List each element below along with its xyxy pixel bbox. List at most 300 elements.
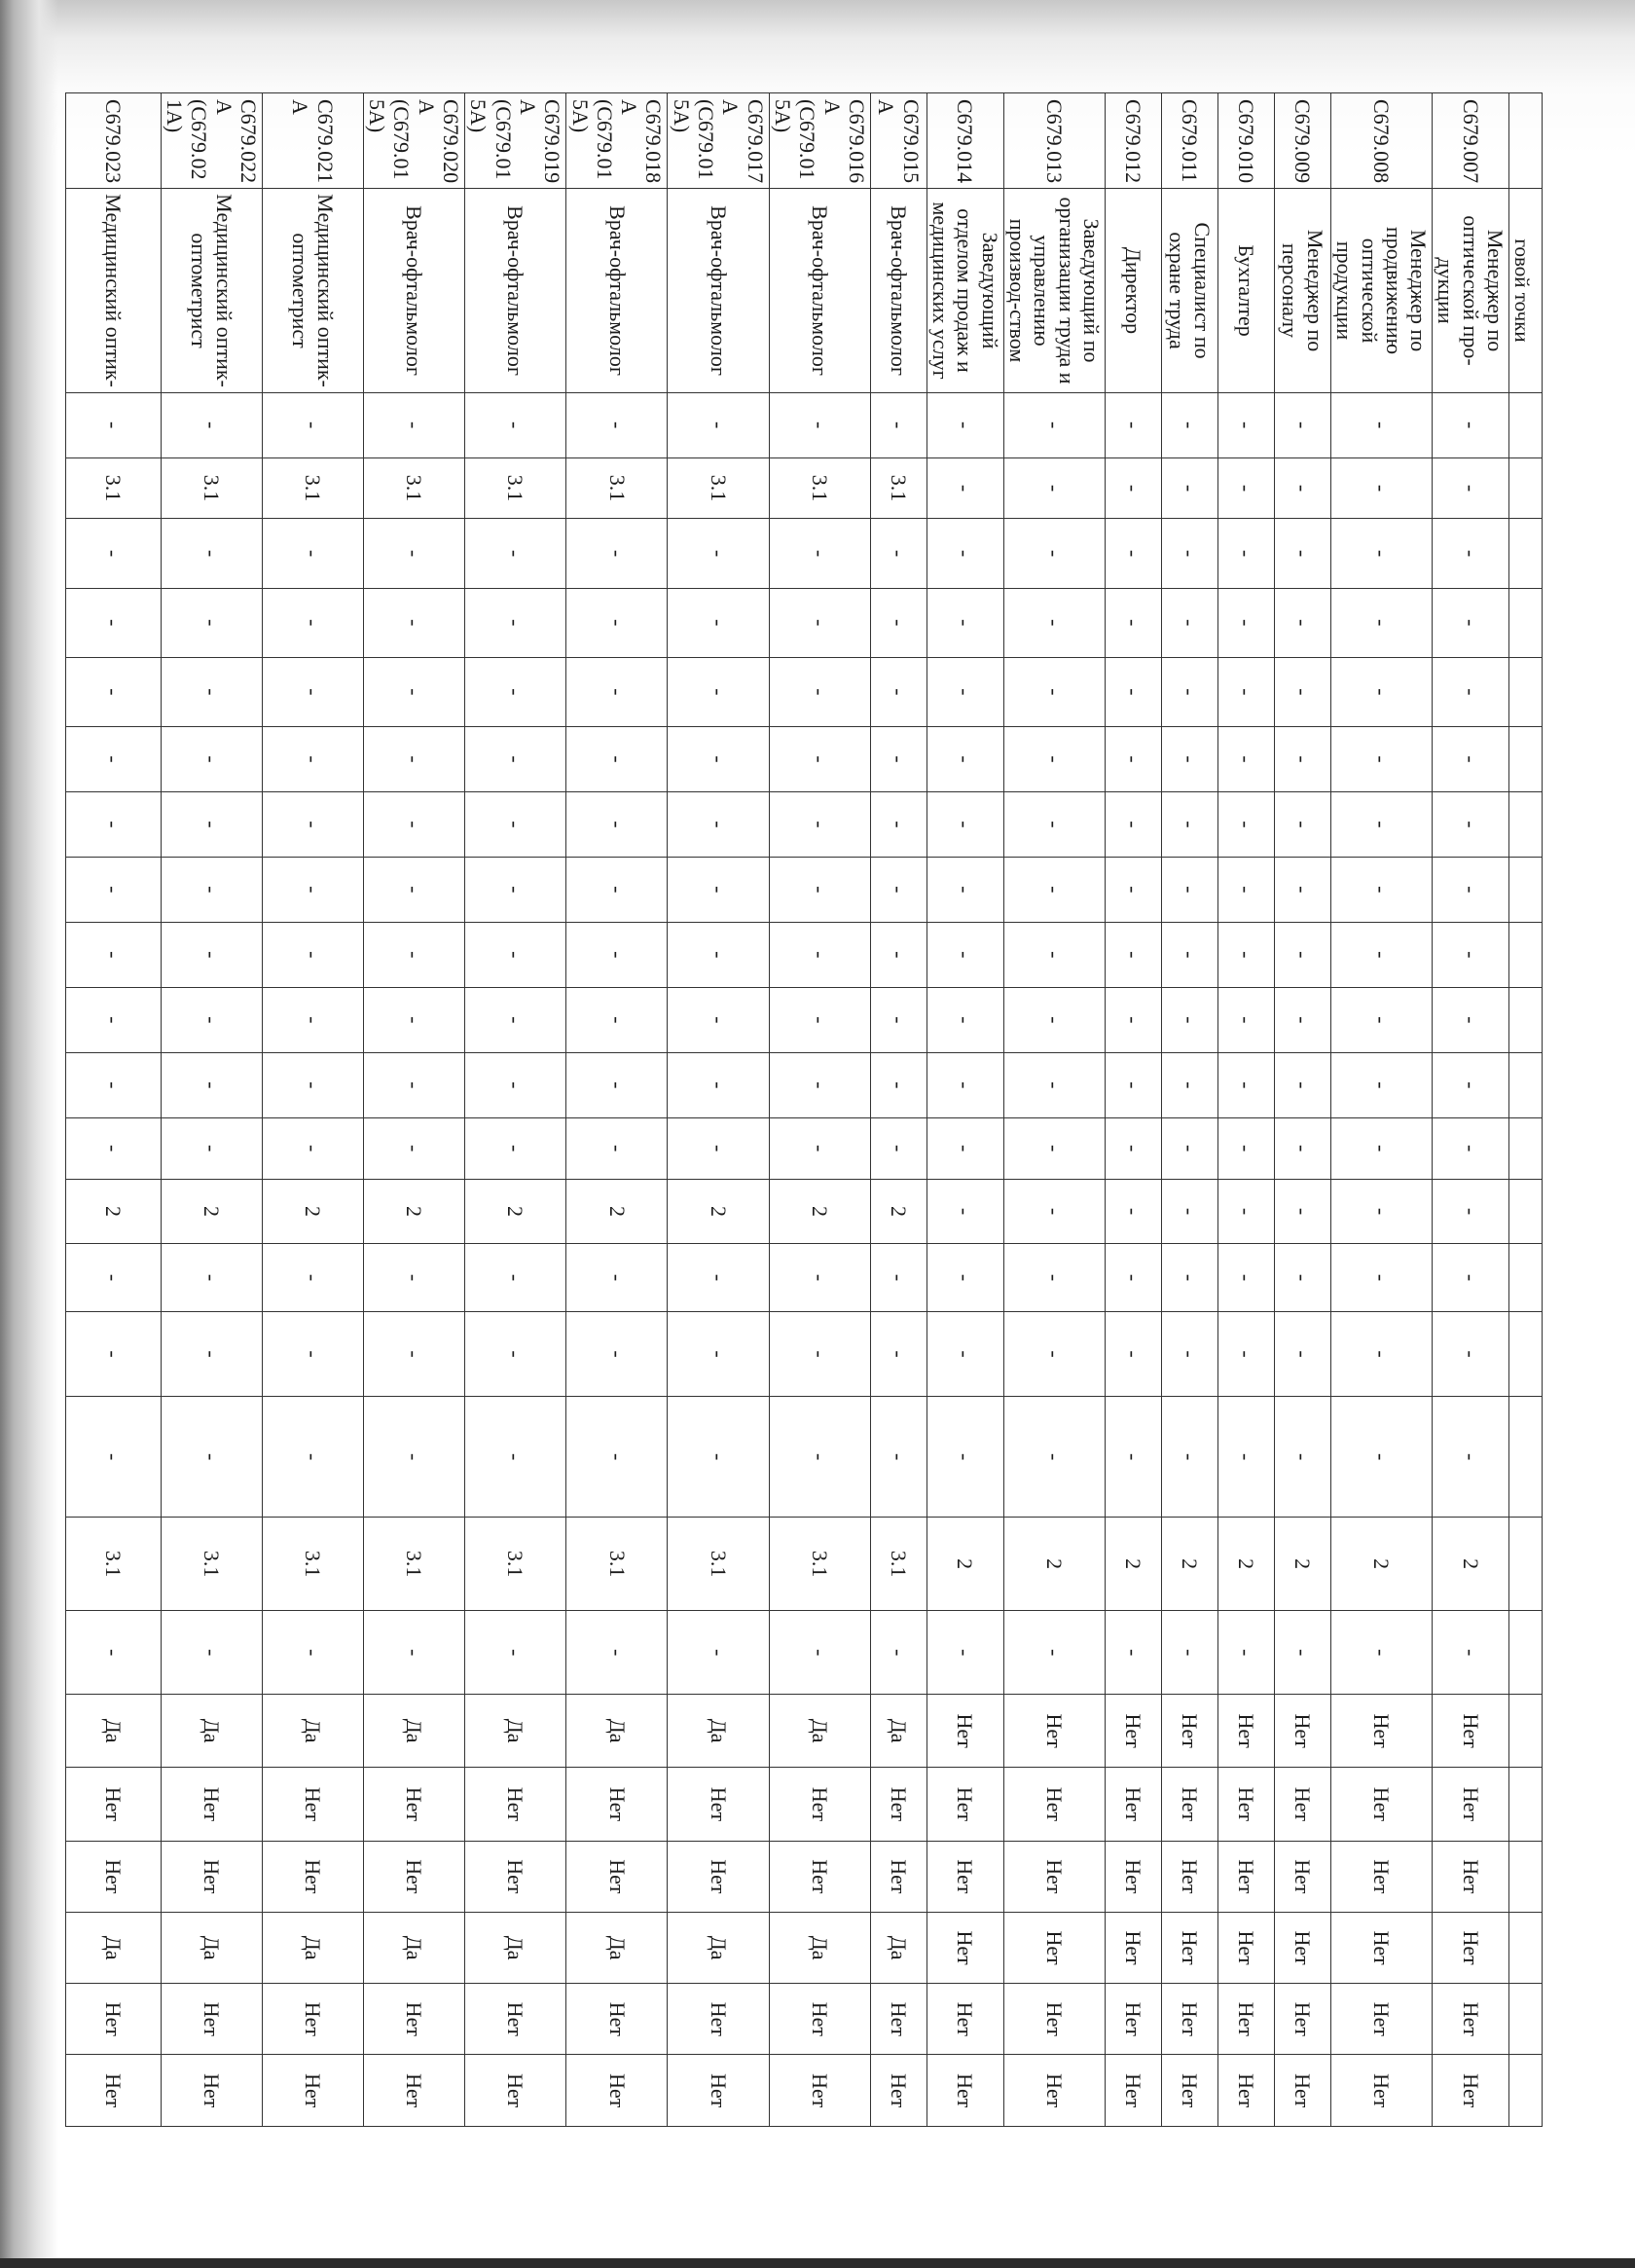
table-cell: - [1161, 726, 1217, 791]
table-cell: - [1433, 1052, 1509, 1117]
header-cell [1509, 1695, 1543, 1768]
table-cell: - [1330, 1179, 1432, 1244]
table-cell: - [1433, 457, 1509, 519]
table-cell: - [1274, 1611, 1330, 1695]
table-cell: - [1274, 457, 1330, 519]
position-title: Заведующий отделом продаж и медицинских услуг [926, 189, 1003, 392]
table-cell: Нет [1217, 2055, 1274, 2127]
table-cell: Нет [363, 1984, 464, 2055]
table-cell: - [1161, 1611, 1217, 1695]
table-cell: Нет [926, 1984, 1003, 2055]
position-title: Заведующий по организации труда и управлению производ-ством [1003, 189, 1105, 392]
table-cell: Нет [262, 1841, 363, 1912]
table-cell: - [161, 1052, 262, 1117]
table-cell: - [926, 1611, 1003, 1695]
table-cell: - [769, 857, 870, 922]
header-cell [1509, 1768, 1543, 1841]
table-cell: Да [465, 1695, 566, 1768]
table-cell: Нет [363, 2055, 464, 2127]
table-row [926, 93, 1003, 2127]
table-cell: - [566, 726, 668, 791]
table-cell: Нет [1161, 2055, 1217, 2127]
table-cell: - [1105, 457, 1161, 519]
table-cell: Нет [1274, 1912, 1330, 1983]
table-cell: - [566, 922, 668, 987]
table-cell: - [1330, 1117, 1432, 1179]
table-cell: Нет [465, 1841, 566, 1912]
table-row [161, 93, 262, 2127]
table-cell: 2 [870, 1179, 926, 1244]
table-cell: - [566, 987, 668, 1052]
table-cell: Нет [1105, 1695, 1161, 1768]
table-cell: - [161, 588, 262, 657]
position-title: Врач-офтальмолог [668, 189, 769, 392]
header-cell [1509, 1117, 1543, 1179]
table-cell: 3.1 [769, 457, 870, 519]
table-cell: - [668, 987, 769, 1052]
table-cell: Нет [870, 2055, 926, 2127]
table-cell: - [566, 392, 668, 457]
table-cell: - [363, 791, 464, 857]
table-cell: - [1161, 457, 1217, 519]
table-cell: - [1330, 922, 1432, 987]
table-cell: - [1330, 457, 1432, 519]
table-cell: - [262, 791, 363, 857]
table-cell: 3.1 [566, 457, 668, 519]
table-cell: Нет [1433, 1768, 1509, 1841]
table-cell: - [1433, 657, 1509, 726]
position-title: Специалист по охране труда [1161, 189, 1217, 392]
table-cell: - [1003, 791, 1105, 857]
table-cell: - [1161, 791, 1217, 857]
table-cell: - [262, 1052, 363, 1117]
scan-edge-bottom [0, 2258, 1635, 2268]
table-cell: - [1274, 857, 1330, 922]
table-cell: - [465, 726, 566, 791]
table-cell: - [1003, 657, 1105, 726]
table-cell: - [1003, 519, 1105, 588]
table-cell: Нет [1003, 1912, 1105, 1983]
position-title: Врач-офтальмолог [465, 189, 566, 392]
table-cell: - [1330, 1311, 1432, 1397]
table-cell: - [769, 791, 870, 857]
table-cell: - [926, 519, 1003, 588]
table-cell: Нет [1274, 1695, 1330, 1768]
table-cell: - [1274, 1117, 1330, 1179]
table-cell: - [1274, 1311, 1330, 1397]
table-cell: - [926, 857, 1003, 922]
position-code: С679.019 А (С679.01 5А) [465, 93, 566, 189]
table-cell: - [1330, 657, 1432, 726]
table-cell: - [1433, 922, 1509, 987]
table-cell: Нет [1274, 1984, 1330, 2055]
table-cell: - [566, 1311, 668, 1397]
table-cell: Да [769, 1912, 870, 1983]
table-cell: - [1217, 726, 1274, 791]
table-cell: - [363, 1117, 464, 1179]
table-cell: - [1105, 519, 1161, 588]
position-title: Врач-офтальмолог [363, 189, 464, 392]
header-cell [1509, 1912, 1543, 1983]
table-cell: Нет [1433, 2055, 1509, 2127]
table-cell: - [1217, 922, 1274, 987]
table-cell: Нет [1330, 1768, 1432, 1841]
table-cell: 2 [1161, 1517, 1217, 1610]
table-cell: - [769, 1611, 870, 1695]
table-cell: - [769, 726, 870, 791]
table-cell: Да [65, 1695, 161, 1768]
table-cell: - [1161, 1311, 1217, 1397]
table-cell: Да [870, 1695, 926, 1768]
table-cell: - [926, 457, 1003, 519]
table-cell: 3.1 [363, 1517, 464, 1610]
table-cell: - [1003, 987, 1105, 1052]
table-cell: - [566, 791, 668, 857]
table-cell: - [1433, 392, 1509, 457]
header-cell [1509, 1179, 1543, 1244]
table-cell: - [1161, 392, 1217, 457]
table-cell: 3.1 [262, 1517, 363, 1610]
table-cell: - [1217, 1179, 1274, 1244]
table-cell: Нет [1105, 1841, 1161, 1912]
table-cell: - [1274, 1179, 1330, 1244]
table-cell: - [1161, 1397, 1217, 1517]
table-cell: - [1433, 1117, 1509, 1179]
table-cell: Нет [668, 1984, 769, 2055]
position-title: Менеджер по оптической про-дукции [1433, 189, 1509, 392]
table-row [769, 93, 870, 2127]
table-cell: - [1003, 457, 1105, 519]
table-cell: Нет [1217, 1984, 1274, 2055]
table-cell: Да [363, 1695, 464, 1768]
table-cell: - [1003, 1179, 1105, 1244]
table-cell: - [363, 1311, 464, 1397]
table-cell: 2 [668, 1179, 769, 1244]
position-code: С679.015 А [870, 93, 926, 189]
table-cell: - [1003, 1611, 1105, 1695]
table-row [668, 93, 769, 2127]
table-cell: Да [566, 1695, 668, 1768]
table-cell: - [65, 1244, 161, 1311]
position-code: С679.011 [1161, 93, 1217, 189]
table-cell: - [465, 791, 566, 857]
table-cell: - [1274, 1397, 1330, 1517]
table-cell: Нет [65, 1768, 161, 1841]
table-cell: - [363, 922, 464, 987]
table-cell: - [262, 519, 363, 588]
table-cell: Нет [1217, 1912, 1274, 1983]
position-title: Медицинский оптик-оптометрист [262, 189, 363, 392]
table-cell: - [65, 392, 161, 457]
table-cell: 3.1 [769, 1517, 870, 1610]
table-cell: 3.1 [870, 457, 926, 519]
header-cell [1509, 857, 1543, 922]
table-cell: Да [870, 1912, 926, 1983]
table-cell: - [65, 857, 161, 922]
table-cell: - [1161, 1244, 1217, 1311]
header-cell [1509, 1244, 1543, 1311]
table-cell: - [1330, 857, 1432, 922]
table-cell: Нет [870, 1841, 926, 1912]
table-row [1003, 93, 1105, 2127]
table-cell: - [465, 1311, 566, 1397]
table-cell: - [1003, 726, 1105, 791]
table-cell: - [1274, 657, 1330, 726]
table-cell: - [1217, 588, 1274, 657]
table-cell: - [363, 1244, 464, 1311]
table-row [1161, 93, 1217, 2127]
table-cell: Нет [769, 1984, 870, 2055]
table-cell: - [1274, 922, 1330, 987]
table-cell: - [262, 987, 363, 1052]
table-cell: - [65, 922, 161, 987]
position-title: Врач-офтальмолог [769, 189, 870, 392]
table-cell: Нет [1003, 1768, 1105, 1841]
table-cell: - [870, 726, 926, 791]
table-row [363, 93, 464, 2127]
table-cell: - [1217, 1244, 1274, 1311]
table-cell: Нет [668, 1768, 769, 1841]
header-cell [1509, 987, 1543, 1052]
table-row [1433, 93, 1509, 2127]
table-cell: Нет [668, 1841, 769, 1912]
table-cell: - [65, 1117, 161, 1179]
table-cell: Нет [926, 1695, 1003, 1768]
table-cell: Нет [65, 1841, 161, 1912]
table-cell: - [1274, 519, 1330, 588]
table-cell: - [161, 657, 262, 726]
table-cell: Да [668, 1912, 769, 1983]
table-cell: - [1433, 987, 1509, 1052]
table-cell: - [363, 1052, 464, 1117]
table-cell: - [363, 1397, 464, 1517]
table-cell: - [566, 1117, 668, 1179]
table-cell: - [1161, 1052, 1217, 1117]
table-cell: - [465, 657, 566, 726]
table-cell: - [65, 1611, 161, 1695]
table-cell: - [1330, 1611, 1432, 1695]
table-cell: - [1330, 392, 1432, 457]
table-cell: Да [668, 1695, 769, 1768]
table-cell: - [1105, 1052, 1161, 1117]
table-cell: - [1105, 726, 1161, 791]
table-cell: - [668, 1244, 769, 1311]
table-cell: - [363, 987, 464, 1052]
table-cell: 2 [926, 1517, 1003, 1610]
working-conditions-table [65, 92, 1543, 2127]
table-cell: - [465, 519, 566, 588]
table-cell: Нет [1003, 2055, 1105, 2127]
table-cell: Нет [1161, 1984, 1217, 2055]
table-cell: Нет [1433, 1984, 1509, 2055]
table-cell: - [1161, 519, 1217, 588]
header-cell [1509, 1052, 1543, 1117]
table-cell: 3.1 [363, 457, 464, 519]
table-cell: Нет [161, 1841, 262, 1912]
position-title: Врач-офтальмолог [870, 189, 926, 392]
table-cell: - [1330, 791, 1432, 857]
table-cell: - [1217, 519, 1274, 588]
table-cell: - [1105, 791, 1161, 857]
table-row [262, 93, 363, 2127]
table-cell: 3.1 [161, 457, 262, 519]
table-cell: - [566, 857, 668, 922]
table-cell: - [926, 1179, 1003, 1244]
table-cell: Нет [1330, 1984, 1432, 2055]
table-cell: - [926, 922, 1003, 987]
table-cell: - [1433, 726, 1509, 791]
table-cell: - [1105, 1311, 1161, 1397]
table-cell: Нет [926, 1912, 1003, 1983]
table-cell: - [1105, 1244, 1161, 1311]
table-cell: - [926, 1052, 1003, 1117]
table-cell: - [566, 1052, 668, 1117]
table-cell: Нет [1105, 1984, 1161, 2055]
table-cell: - [1330, 1052, 1432, 1117]
position-title: Менеджер по персоналу [1274, 189, 1330, 392]
table-cell: - [1217, 1117, 1274, 1179]
table-cell: Нет [363, 1841, 464, 1912]
header-cell [1509, 1984, 1543, 2055]
table-cell: - [668, 657, 769, 726]
table-cell: - [1330, 1397, 1432, 1517]
position-code: С679.010 [1217, 93, 1274, 189]
table-cell: - [465, 922, 566, 987]
table-cell: 2 [1105, 1517, 1161, 1610]
table-cell: 2 [1003, 1517, 1105, 1610]
table-cell: - [1217, 1052, 1274, 1117]
table-cell: - [769, 657, 870, 726]
table-cell: - [161, 857, 262, 922]
header-cell [1509, 1841, 1543, 1912]
table-cell: - [1217, 1611, 1274, 1695]
table-cell: - [161, 1311, 262, 1397]
header-cell [1509, 1611, 1543, 1695]
table-cell: - [1003, 1117, 1105, 1179]
table-cell: - [1217, 1311, 1274, 1397]
table-cell: - [1433, 1611, 1509, 1695]
table-cell: Нет [769, 2055, 870, 2127]
position-code: С679.013 [1003, 93, 1105, 189]
table-cell: Нет [1274, 1768, 1330, 1841]
table-cell: Нет [1003, 1695, 1105, 1768]
table-cell: Нет [1433, 1841, 1509, 1912]
table-cell: Да [262, 1912, 363, 1983]
table-cell: - [1433, 857, 1509, 922]
table-cell: - [1161, 987, 1217, 1052]
table-cell: 3.1 [161, 1517, 262, 1610]
table-cell: 3.1 [65, 1517, 161, 1610]
table-cell: - [65, 1397, 161, 1517]
table-cell: - [1105, 922, 1161, 987]
table-cell: Нет [1217, 1841, 1274, 1912]
table-cell: - [1105, 1611, 1161, 1695]
table-cell: - [926, 791, 1003, 857]
table-cell: 3.1 [65, 457, 161, 519]
table-cell: 3.1 [465, 1517, 566, 1610]
table-cell: Да [566, 1912, 668, 1983]
table-cell: Нет [65, 2055, 161, 2127]
table-cell: - [1161, 1117, 1217, 1179]
table-cell: Нет [1161, 1695, 1217, 1768]
table-cell: Нет [262, 1768, 363, 1841]
table-cell: - [1217, 457, 1274, 519]
table-cell: - [465, 1244, 566, 1311]
table-cell: - [262, 726, 363, 791]
table-cell: Нет [566, 2055, 668, 2127]
table-cell: - [1105, 857, 1161, 922]
table-cell: - [870, 1117, 926, 1179]
table-cell: - [1274, 726, 1330, 791]
table-cell: Нет [1217, 1768, 1274, 1841]
table-cell: Нет [1105, 1912, 1161, 1983]
table-cell: - [668, 791, 769, 857]
table-cell: - [262, 1397, 363, 1517]
table-cell: Нет [870, 1768, 926, 1841]
header-cell [1509, 1397, 1543, 1517]
table-cell: 2 [566, 1179, 668, 1244]
table-cell: Нет [926, 1841, 1003, 1912]
table-cell: Нет [465, 1984, 566, 2055]
table-cell: - [465, 1052, 566, 1117]
table-cell: Нет [161, 2055, 262, 2127]
table-cell: - [926, 1117, 1003, 1179]
header-cell [1509, 657, 1543, 726]
table-cell: Нет [1003, 1984, 1105, 2055]
table-cell: - [65, 987, 161, 1052]
table-cell: - [668, 726, 769, 791]
table-row [65, 93, 161, 2127]
table-cell: - [926, 726, 1003, 791]
table-cell: - [870, 1244, 926, 1311]
table-cell: Нет [769, 1841, 870, 1912]
table-cell: - [1217, 1397, 1274, 1517]
table-cell: - [870, 1311, 926, 1397]
table-cell: - [363, 726, 464, 791]
table-cell: Нет [1105, 2055, 1161, 2127]
table-cell: - [262, 588, 363, 657]
table-cell: - [1003, 922, 1105, 987]
table-cell: - [1217, 857, 1274, 922]
table-cell: - [1330, 1244, 1432, 1311]
table-cell: Да [161, 1912, 262, 1983]
header-cell-title: говой точки [1509, 189, 1543, 392]
position-code: С679.020 А (С679.01 5А) [363, 93, 464, 189]
header-cell [1509, 922, 1543, 987]
table-cell: - [1105, 588, 1161, 657]
table-cell: - [668, 519, 769, 588]
table-cell: - [465, 987, 566, 1052]
table-cell: 2 [1274, 1517, 1330, 1610]
table-cell: - [465, 1117, 566, 1179]
table-cell: Да [465, 1912, 566, 1983]
position-code: С679.016 А (С679.01 5А) [769, 93, 870, 189]
table-cell: - [1433, 1179, 1509, 1244]
table-cell: - [65, 1052, 161, 1117]
table-cell: - [668, 1397, 769, 1517]
position-title: Медицинский оптик- [65, 189, 161, 392]
table-cell: Нет [465, 2055, 566, 2127]
table-cell: - [769, 1311, 870, 1397]
table-cell: - [161, 987, 262, 1052]
table-cell: 2 [65, 1179, 161, 1244]
table-cell: - [262, 1311, 363, 1397]
header-row [1509, 93, 1543, 2127]
table-cell: Нет [926, 1768, 1003, 1841]
table-cell: - [668, 1052, 769, 1117]
table-cell: - [161, 1611, 262, 1695]
table-cell: 2 [1330, 1517, 1432, 1610]
